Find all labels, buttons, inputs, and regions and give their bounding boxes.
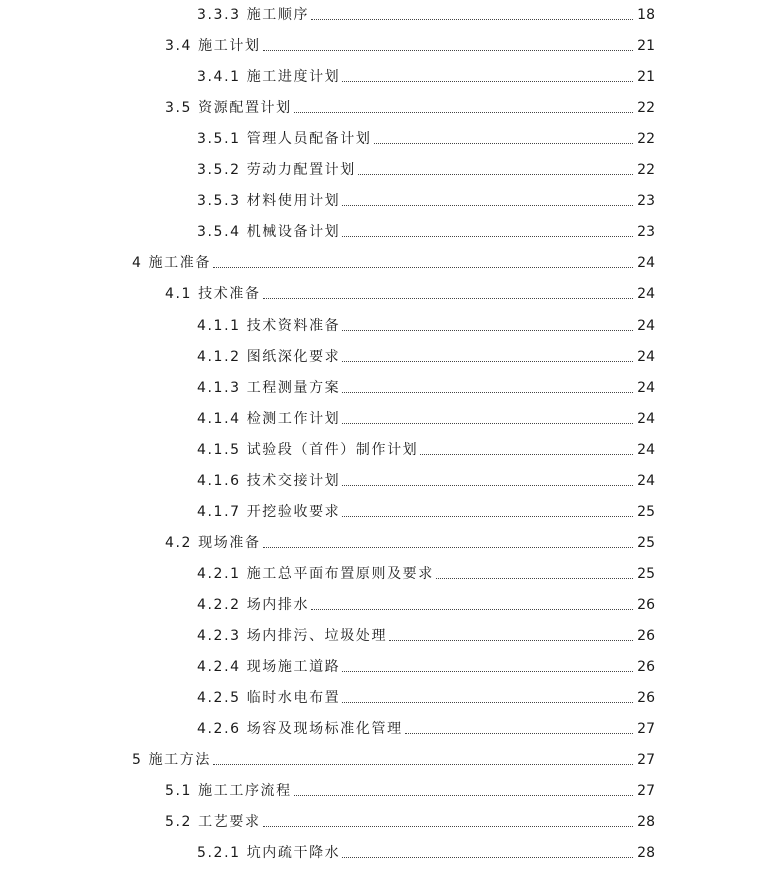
toc-entry-number: 3.3.3 <box>197 7 241 23</box>
toc-entry-number: 4.1.6 <box>197 472 241 489</box>
toc-entry-page-number: 24 <box>637 441 655 458</box>
toc-entry-title <box>165 99 294 117</box>
toc-entry[interactable] <box>0 219 776 241</box>
toc-entry[interactable] <box>0 468 776 490</box>
toc-entry-number: 4.1.1 <box>197 317 241 334</box>
toc-entry-text: 技术资料准备 <box>246 317 341 334</box>
toc-dot-leader <box>342 360 633 362</box>
toc-entry-title <box>197 130 374 148</box>
toc-entry-number: 4.2.6 <box>197 721 241 738</box>
toc-entry[interactable] <box>0 375 776 397</box>
toc-dot-leader <box>405 732 633 734</box>
toc-entry-number: 3.5.4 <box>197 224 241 241</box>
toc-entry[interactable] <box>0 126 776 148</box>
toc-entry[interactable] <box>0 281 776 303</box>
toc-dot-leader <box>342 701 633 703</box>
toc-entry-page-number: 27 <box>637 783 655 800</box>
toc-entry[interactable] <box>0 499 776 521</box>
toc-entry-text: 施工方法 <box>148 752 211 769</box>
toc-entry[interactable] <box>0 95 776 117</box>
toc-entry-number: 3.5.1 <box>197 131 241 148</box>
toc-dot-leader <box>311 608 633 610</box>
toc-entry-text: 施工准备 <box>148 255 211 272</box>
toc-entry-page-number: 21 <box>637 69 655 86</box>
toc-entry-title <box>197 658 342 676</box>
toc-entry-text: 施工顺序 <box>246 7 310 23</box>
toc-dot-leader <box>342 329 633 331</box>
toc-entry[interactable] <box>0 157 776 179</box>
toc-dot-leader <box>342 856 633 858</box>
toc-entry-title <box>197 689 342 707</box>
toc-entry-number: 4.1.4 <box>197 410 241 427</box>
toc-entry-text: 材料使用计划 <box>246 193 341 210</box>
toc-entry-number: 4.1.7 <box>197 503 241 520</box>
toc-entry-text: 劳动力配置计划 <box>246 162 356 179</box>
toc-entry-page-number: 22 <box>637 131 655 148</box>
toc-entry-title <box>197 596 311 614</box>
toc-entry-number: 3.5.2 <box>197 162 241 179</box>
toc-entry-title <box>197 844 342 862</box>
toc-entry-page-number: 25 <box>637 503 655 520</box>
toc-entry-title <box>197 565 436 583</box>
toc-entry-text: 技术交接计划 <box>246 472 341 489</box>
toc-dot-leader <box>342 235 633 237</box>
toc-entry-page-number: 24 <box>637 472 655 489</box>
toc-entry-title <box>197 223 342 241</box>
toc-entry[interactable] <box>0 809 776 831</box>
toc-entry-page-number: 25 <box>637 565 655 582</box>
toc-entry-text: 施工计划 <box>198 38 261 55</box>
toc-entry-title <box>197 720 405 738</box>
toc-entry-page-number: 24 <box>637 286 655 303</box>
toc-entry-text: 机械设备计划 <box>246 224 341 241</box>
toc-entry-title <box>197 192 342 210</box>
toc-entry[interactable] <box>0 437 776 459</box>
toc-entry[interactable] <box>0 250 776 272</box>
toc-dot-leader <box>342 391 633 393</box>
toc-entry-number: 4.1.3 <box>197 379 241 396</box>
toc-entry[interactable] <box>0 406 776 428</box>
toc-entry[interactable] <box>0 313 776 335</box>
toc-dot-leader <box>389 639 633 641</box>
toc-entry-title <box>197 503 342 521</box>
toc-dot-leader <box>311 18 633 20</box>
toc-entry-text: 检测工作计划 <box>246 410 341 427</box>
toc-entry-text: 现场施工道路 <box>246 659 341 676</box>
toc-entry-text: 工程测量方案 <box>246 379 341 396</box>
toc-entry-page-number: 24 <box>637 379 655 396</box>
toc-entry-text: 场容及现场标准化管理 <box>246 721 403 738</box>
toc-entry[interactable] <box>0 530 776 552</box>
toc-entry-number: 3.5.3 <box>197 193 241 210</box>
toc-entry-page-number: 28 <box>637 814 655 831</box>
toc-entry[interactable] <box>0 561 776 583</box>
toc-entry-text: 图纸深化要求 <box>246 348 341 365</box>
toc-entry[interactable] <box>0 778 776 800</box>
toc-entry-text: 技术准备 <box>198 286 261 303</box>
toc-entry-title <box>165 782 294 800</box>
toc-entry-text: 开挖验收要求 <box>246 503 341 520</box>
toc-entry-page-number: 24 <box>637 410 655 427</box>
toc-entry-page-number: 27 <box>637 721 655 738</box>
toc-entry[interactable] <box>0 685 776 707</box>
toc-entry-text: 施工总平面布置原则及要求 <box>246 565 434 582</box>
toc-dot-leader <box>263 297 633 299</box>
toc-entry-title <box>197 6 311 24</box>
toc-entry-number: 5.1 <box>165 783 193 800</box>
toc-entry-text: 管理人员配备计划 <box>246 131 372 148</box>
toc-entry-text: 临时水电布置 <box>246 690 341 707</box>
toc-entry-number: 4.2.1 <box>197 565 241 582</box>
toc-entry[interactable] <box>0 2 776 24</box>
toc-entry-text: 工艺要求 <box>198 814 261 831</box>
toc-entry-page-number: 26 <box>637 628 655 644</box>
toc-entry-page-number: 22 <box>637 162 655 179</box>
toc-entry-text: 施工进度计划 <box>246 69 341 86</box>
toc-entry-page-number: 21 <box>637 38 655 55</box>
toc-entry-number: 5.2 <box>165 814 193 831</box>
toc-entry-text: 试验段（首件）制作计划 <box>246 441 419 458</box>
toc-entry-number: 4.2.4 <box>197 659 241 676</box>
toc-dot-leader <box>420 453 633 455</box>
toc-dot-leader <box>342 80 633 82</box>
toc-entry-page-number: 27 <box>637 752 655 769</box>
toc-dot-leader <box>213 266 633 268</box>
toc-dot-leader <box>436 577 633 579</box>
toc-entry[interactable] <box>0 344 776 366</box>
toc-entry-page-number: 24 <box>637 348 655 365</box>
toc-entry-page-number: 26 <box>637 659 655 676</box>
toc-dot-leader <box>374 142 634 144</box>
toc-entry-number: 4 <box>132 255 143 272</box>
toc-dot-leader <box>342 422 633 424</box>
toc-dot-leader <box>294 111 633 113</box>
toc-entry-number: 3.4.1 <box>197 69 241 86</box>
toc-entry-page-number: 23 <box>637 193 655 210</box>
toc-dot-leader <box>263 49 633 51</box>
toc-entry-text: 坑内疏干降水 <box>246 845 341 862</box>
toc-entry-text: 现场准备 <box>198 534 261 551</box>
toc-dot-leader <box>342 670 633 672</box>
toc-dot-leader <box>294 794 633 796</box>
toc-entry-page-number: 28 <box>637 845 655 862</box>
toc-entry-page-number: 24 <box>637 255 655 272</box>
toc-entry-text: 资源配置计划 <box>198 100 292 117</box>
toc-entry-number: 4.2.2 <box>197 596 241 613</box>
toc-entry-title <box>197 348 342 366</box>
toc-entry-title <box>165 534 263 552</box>
toc-entry[interactable] <box>0 33 776 55</box>
toc-entry-title <box>197 441 420 459</box>
toc-entry-number: 3.5 <box>165 100 193 117</box>
toc-entry-number: 3.4 <box>165 38 193 55</box>
toc-entry-title <box>197 317 342 335</box>
toc-entry[interactable] <box>0 64 776 86</box>
toc-entry-title <box>132 751 213 769</box>
toc-dot-leader <box>263 825 633 827</box>
toc-entry-title <box>197 472 342 490</box>
toc-entry-page-number: 25 <box>637 534 655 551</box>
toc-entry-title <box>165 285 263 303</box>
toc-entry-number: 4.1.5 <box>197 441 241 458</box>
toc-entry-page-number: 18 <box>637 7 655 23</box>
toc-entry-page-number: 23 <box>637 224 655 241</box>
toc-entry-title <box>165 813 263 831</box>
toc-entry-number: 5 <box>132 752 143 769</box>
toc-entry[interactable] <box>0 747 776 769</box>
toc-entry-page-number: 26 <box>637 596 655 613</box>
toc-entry[interactable] <box>0 654 776 676</box>
toc-entry-number: 5.2.1 <box>197 845 241 862</box>
toc-entry-number: 4.2 <box>165 534 193 551</box>
toc-entry-title <box>197 161 358 179</box>
toc-dot-leader <box>358 173 633 175</box>
toc-dot-leader <box>342 204 633 206</box>
toc-entry[interactable] <box>0 716 776 738</box>
toc-entry-page-number: 26 <box>637 690 655 707</box>
toc-entry-title <box>197 627 389 645</box>
toc-entry[interactable] <box>0 840 776 862</box>
toc-entry[interactable] <box>0 623 776 645</box>
toc-entry-number: 4.1 <box>165 286 193 303</box>
toc-entry-number: 4.2.3 <box>197 628 241 644</box>
toc-dot-leader <box>263 546 633 548</box>
toc-dot-leader <box>213 763 633 765</box>
toc-entry-page-number: 24 <box>637 317 655 334</box>
toc-entry[interactable] <box>0 188 776 210</box>
toc-entry-text: 场内排污、垃圾处理 <box>246 628 388 644</box>
toc-entry-text: 场内排水 <box>246 596 310 613</box>
toc-dot-leader <box>342 515 633 517</box>
toc-dot-leader <box>342 484 633 486</box>
toc-entry-title <box>165 37 263 55</box>
toc-entry-title <box>197 68 342 86</box>
toc-entry-text: 施工工序流程 <box>198 783 292 800</box>
toc-entry[interactable] <box>0 592 776 614</box>
toc-entry-title <box>197 410 342 428</box>
toc-entry-number: 4.2.5 <box>197 690 241 707</box>
toc-entry-title <box>197 379 342 397</box>
toc-entry-page-number: 22 <box>637 100 655 117</box>
toc-entry-title <box>132 254 213 272</box>
toc-entry-number: 4.1.2 <box>197 348 241 365</box>
